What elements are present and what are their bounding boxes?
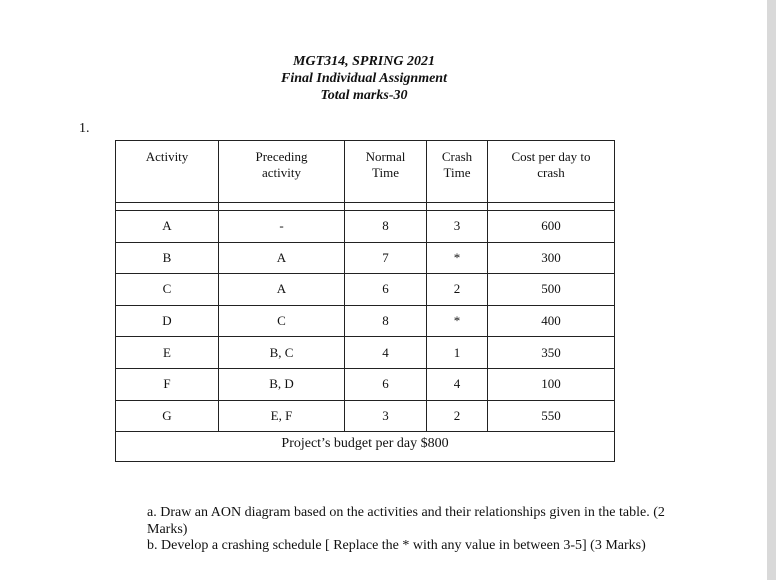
total-marks: Total marks-30 bbox=[320, 88, 408, 103]
table-row bbox=[116, 274, 615, 306]
spacer-cell bbox=[427, 203, 488, 211]
page-edge bbox=[767, 0, 776, 580]
header-line: Time bbox=[372, 165, 399, 180]
cell-normal-time: 4 bbox=[345, 337, 427, 369]
budget-note: Project’s budget per day $800 bbox=[116, 432, 615, 462]
assignment-header bbox=[246, 53, 482, 104]
spacer-cell bbox=[116, 203, 219, 211]
cell-normal-time: 6 bbox=[345, 274, 427, 306]
cell-cost: 600 bbox=[488, 211, 615, 243]
cell-activity: F bbox=[116, 368, 219, 400]
column-header-preceding-activity bbox=[219, 141, 345, 203]
header-line: Activity bbox=[145, 149, 189, 164]
cell-cost: 100 bbox=[488, 368, 615, 400]
column-header-crash-time bbox=[427, 141, 488, 203]
header-line: Normal bbox=[365, 149, 406, 164]
header-line: Preceding bbox=[255, 149, 308, 164]
cell-preceding: - bbox=[219, 211, 345, 243]
table-header-row bbox=[116, 141, 615, 203]
cell-activity: A bbox=[116, 211, 219, 243]
header-line: crash bbox=[537, 165, 565, 180]
column-header-cost-per-day bbox=[488, 141, 615, 203]
cell-cost: 400 bbox=[488, 305, 615, 337]
table-body bbox=[116, 203, 615, 462]
cell-cost: 300 bbox=[488, 242, 615, 274]
header-line: Time bbox=[443, 165, 471, 180]
cell-activity: C bbox=[116, 274, 219, 306]
cell-preceding: E, F bbox=[219, 400, 345, 432]
cell-cost: 550 bbox=[488, 400, 615, 432]
cell-crash-time: * bbox=[427, 305, 488, 337]
cell-preceding: A bbox=[219, 242, 345, 274]
spacer-cell bbox=[345, 203, 427, 211]
header-line: activity bbox=[262, 165, 301, 180]
table-row bbox=[116, 400, 615, 432]
cell-normal-time: 3 bbox=[345, 400, 427, 432]
table-row bbox=[116, 211, 615, 243]
cell-crash-time: * bbox=[427, 242, 488, 274]
course-title: MGT314, SPRING 2021 bbox=[293, 54, 435, 69]
question-b: b. Develop a crashing schedule [ Replace the * with any value in between 3-5] (3 Marks) bbox=[147, 538, 646, 553]
cell-activity: G bbox=[116, 400, 219, 432]
question-list bbox=[147, 505, 707, 555]
budget-row bbox=[116, 432, 615, 462]
cell-preceding: B, C bbox=[219, 337, 345, 369]
cell-preceding: C bbox=[219, 305, 345, 337]
table-row bbox=[116, 368, 615, 400]
header-line: Cost per day to bbox=[511, 149, 591, 164]
cell-activity: E bbox=[116, 337, 219, 369]
header-line: Crash bbox=[441, 149, 473, 164]
cell-preceding: A bbox=[219, 274, 345, 306]
activity-table bbox=[115, 140, 615, 462]
column-header-activity bbox=[116, 141, 219, 203]
cell-crash-time: 4 bbox=[427, 368, 488, 400]
spacer-row bbox=[116, 203, 615, 211]
cell-normal-time: 7 bbox=[345, 242, 427, 274]
cell-preceding: B, D bbox=[219, 368, 345, 400]
cell-crash-time: 2 bbox=[427, 274, 488, 306]
cell-normal-time: 6 bbox=[345, 368, 427, 400]
table-row bbox=[116, 337, 615, 369]
cell-activity: B bbox=[116, 242, 219, 274]
column-header-normal-time bbox=[345, 141, 427, 203]
spacer-cell bbox=[488, 203, 615, 211]
cell-normal-time: 8 bbox=[345, 211, 427, 243]
cell-crash-time: 2 bbox=[427, 400, 488, 432]
cell-cost: 350 bbox=[488, 337, 615, 369]
assignment-title: Final Individual Assignment bbox=[281, 71, 447, 86]
cell-activity: D bbox=[116, 305, 219, 337]
question-number: 1. bbox=[79, 121, 90, 136]
spacer-cell bbox=[219, 203, 345, 211]
table-row bbox=[116, 242, 615, 274]
cell-cost: 500 bbox=[488, 274, 615, 306]
table-row bbox=[116, 305, 615, 337]
cell-normal-time: 8 bbox=[345, 305, 427, 337]
question-a: a. Draw an AON diagram based on the activities and their relationships given in the table. (2 Marks) bbox=[147, 505, 665, 537]
cell-crash-time: 3 bbox=[427, 211, 488, 243]
cell-crash-time: 1 bbox=[427, 337, 488, 369]
